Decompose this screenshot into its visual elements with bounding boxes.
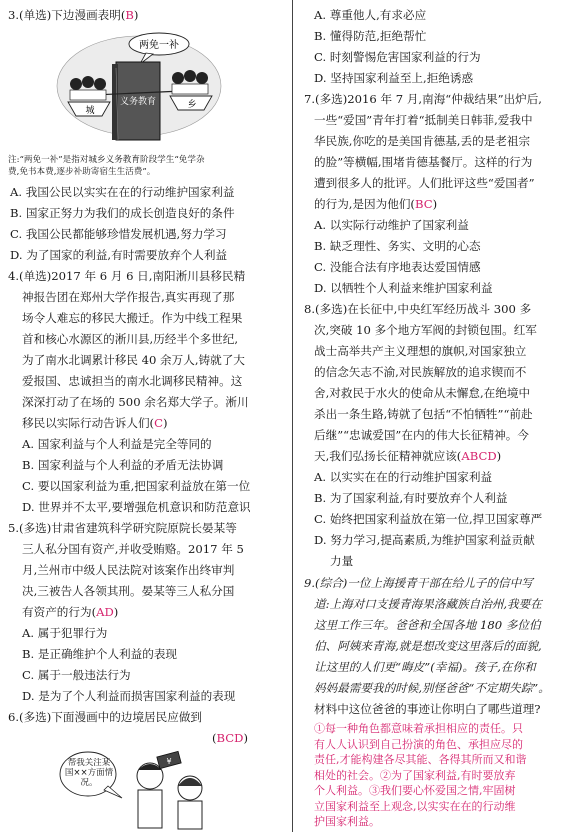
q3-cartoon [54, 30, 224, 152]
q7-line-4: 的脸”等横幅,围堵肯德基餐厅。这样的行为 [314, 155, 533, 169]
q5-line-1: 5.(多选)甘肃省建筑科学研究院原院长晏某等 [8, 521, 237, 535]
q3-note-line-1: 注:“两免一补”是指对城乡义务教育阶段学生“免学杂 [8, 155, 205, 165]
q7-line-2: 一些“爱国”青年打着“抵制美日韩菲,爱我中 [314, 113, 533, 127]
book-title: 义务教育 [119, 97, 157, 107]
q8-option-a[interactable]: A. 以实实在在的行动维护国家利益 [314, 470, 493, 484]
q7-line-3: 华民族,你吃的是美国肯德基,丢的是老祖宗 [314, 134, 531, 148]
q4-line-7: 深深打动了在场的 500 余名郑大学子。淅川 [22, 395, 249, 409]
q9-answer-line-1: ①每一种角色都意味着承担相应的责任。只 [314, 722, 523, 735]
right-sign: 乡 [187, 100, 197, 110]
q4-answer: C [154, 416, 163, 430]
q4-line-3: 场令人难忘的移民大搬迁。作为中线工程果 [22, 311, 243, 325]
q4-option-b[interactable]: B. 国家利益与个人利益的矛盾无法协调 [22, 458, 224, 472]
q5-answer: AD [96, 605, 114, 619]
q4-option-c[interactable]: C. 要以国家利益为重,把国家利益放在第一位 [22, 479, 251, 493]
q6-option-c[interactable]: C. 时刻警惕危害国家利益的行为 [314, 50, 481, 64]
q6-option-a[interactable]: A. 尊重他人,有求必应 [314, 8, 427, 22]
q8-line-6: 杀出一条生路,铸就了包括“不怕牺牲”“前赴 [314, 407, 533, 421]
q7-line-5: 遭到很多人的批评。人们批评这些“爱国者” [314, 176, 535, 190]
q5-option-b[interactable]: B. 是正确维护个人利益的表现 [22, 647, 178, 661]
q6-answer: BCD [216, 731, 244, 745]
q9-answer-line-6: 立国家利益至上观念,以实实在在的行动维 [314, 799, 516, 813]
q8-option-b[interactable]: B. 为了国家利益,有时要放弃个人利益 [314, 491, 508, 505]
q3-option-a[interactable]: A. 我国公民以实实在在的行动维护国家利益 [10, 185, 235, 199]
q7-option-c[interactable]: C. 没能合法有序地表达爱国情感 [314, 260, 481, 274]
q8-line-1: 8.(多选)在长征中,中央红军经历战斗 300 多 [304, 302, 532, 316]
q7-option-d[interactable]: D. 以牺牲个人利益来维护国家利益 [314, 281, 493, 295]
q9-question: 材料中这位爸爸的事迹让你明白了哪些道理? [314, 702, 541, 716]
q3-option-d[interactable]: D. 为了国家的利益,有时需要放弃个人利益 [10, 248, 228, 262]
q4-option-d[interactable]: D. 世界并不太平,要增强危机意识和防范意识 [22, 500, 251, 514]
q4-line-5: 为了南水北调累计移民 40 余万人,铸就了大 [22, 353, 245, 367]
q9-answer-line-3: 责任,才能构建各尽其能、各得其所而又和谐 [314, 753, 527, 766]
bubble-text: 帮我关注某国××方面情况。 [64, 758, 114, 788]
q6-cartoon [58, 746, 218, 830]
q6-answer-line: (BCD) [212, 731, 248, 745]
q6-option-d[interactable]: D. 坚持国家利益至上,拒绝诱惑 [314, 71, 474, 85]
q5-line-2: 三人私分国有资产,并收受贿赂。2017 年 5 [22, 542, 244, 556]
q5-line-3: 月,兰州市中级人民法院对该案作出终审判 [22, 563, 235, 577]
q9-answer-line-7: 护国家利益。 [314, 815, 380, 828]
q7-line-1: 7.(多选)2016 年 7 月,南海“仲裁结果”出炉后, [304, 92, 542, 106]
q6-stem: 6.(多选)下面漫画中的边境居民应做到 [8, 710, 203, 724]
q8-line-3: 战士高举共产主义理想的旗帜,对国家独立 [314, 344, 527, 358]
q3-answer: B [125, 8, 134, 22]
q3-note-line-2: 费,免书本费,逐步补助寄宿生生活费”。 [8, 167, 156, 177]
villager-icon [178, 776, 202, 829]
q9-line-5: 让这里的人们更“晦皮”(幸福)。孩子,在你和 [314, 660, 536, 674]
q8-answer: ABCD [461, 449, 497, 463]
q3-option-c[interactable]: C. 我国公民都能够珍惜发展机遇,努力学习 [10, 227, 227, 241]
q4-option-a[interactable]: A. 国家利益与个人利益是完全等同的 [22, 437, 212, 451]
q9-line-4: 伯、阿姨来青海,就是想改变这里落后的面貌, [314, 639, 542, 653]
q4-line-2: 神报告团在郑州大学作报告,真实再现了那 [22, 290, 235, 304]
q8-line-7: 后继”“忠诚爱国”在内的伟大长征精神。今 [314, 428, 529, 442]
left-sign: 城 [85, 106, 95, 116]
q9-answer-line-4: 相处的社会。②为了国家利益,有时要放弃 [314, 768, 516, 782]
q5-option-a[interactable]: A. 属于犯罪行为 [22, 626, 108, 640]
q3-stem: 3.(单选)下边漫画表明(B) [8, 8, 139, 22]
q7-option-b[interactable]: B. 缺乏理性、务实、文明的心态 [314, 239, 481, 253]
q5-option-c[interactable]: C. 属于一般违法行为 [22, 668, 131, 682]
q8-line-5: 舍,对救民于水火的使命从未懈怠,在绝境中 [314, 386, 531, 400]
q8-line-8: 天,我们弘扬长征精神就应该(ABCD) [314, 449, 502, 463]
q8-line-4: 的信念矢志不渝,对民族解放的追求锲而不 [314, 365, 527, 379]
man-with-money-icon [137, 751, 181, 828]
q7-answer: BC [414, 197, 433, 211]
q9-line-1: 9.(综合)一位上海援青干部在给儿子的信中写 [304, 576, 533, 590]
q6-option-b[interactable]: B. 懂得防范,拒绝帮忙 [314, 29, 427, 43]
q7-option-a[interactable]: A. 以实际行动维护了国家利益 [314, 218, 469, 232]
q3-option-b[interactable]: B. 国家正努力为我们的成长创造良好的条件 [10, 206, 235, 220]
q8-option-c[interactable]: C. 始终把国家利益放在第一位,捍卫国家尊严 [314, 512, 543, 526]
q5-line-4: 决,三被告人各领其刑。晏某等三人私分国 [22, 584, 235, 598]
q8-option-d[interactable]: D. 努力学习,提高素质,为维护国家利益贡献 [314, 533, 535, 547]
q7-line-6: 的行为,是因为他们(BC) [314, 197, 438, 211]
q4-line-1: 4.(单选)2017 年 6 月 6 日,南阳淅川县移民精 [8, 269, 246, 283]
q9-answer-line-5: 个人利益。③我们要心怀爱国之情,牢固树 [314, 784, 516, 797]
q4-line-6: 爱报国、忠诚担当的南水北调移民精神。这 [22, 374, 243, 388]
q5-option-d[interactable]: D. 是为了个人利益而损害国家利益的表现 [22, 689, 236, 703]
q8-option-d-cont: 力量 [330, 554, 354, 568]
q9-line-3: 这里工作三年。爸爸和全国各地 180 多位伯 [314, 618, 541, 632]
q5-line-5: 有资产的行为(AD) [22, 605, 119, 619]
q9-answer-line-2: 有人人认识到自己扮演的角色、承担应尽的 [314, 737, 523, 751]
column-divider [292, 0, 293, 832]
q8-line-2: 次,突破 10 多个地方军阀的封锁包围。红军 [314, 323, 537, 337]
money-label: ¥ [166, 757, 172, 766]
q9-line-2: 道:上海对口支援青海果洛藏族自治州,我要在 [314, 597, 542, 611]
q4-line-4: 首和核心水源区的淅川县,历经半个多世纪, [22, 332, 239, 346]
q4-line-8: 移民以实际行动告诉人们(C) [22, 416, 168, 430]
q9-line-6: 妈妈最需要我的时候,别怪爸爸“不定期失踪”。 [314, 681, 550, 695]
bubble-text: 两免一补 [139, 40, 179, 51]
